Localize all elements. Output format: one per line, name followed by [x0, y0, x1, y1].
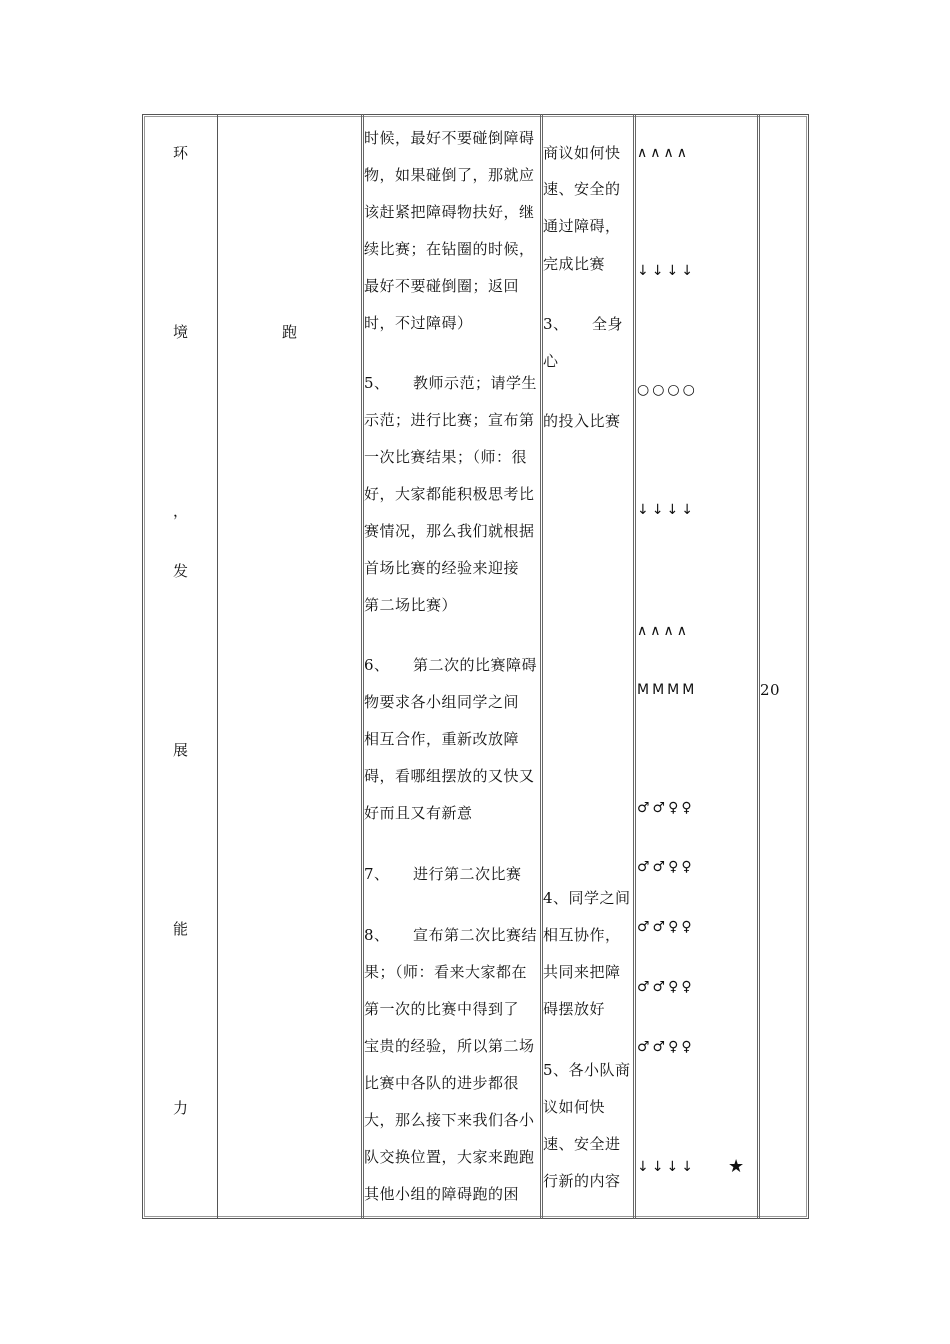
formation-symbols: ♂♂♀♀: [637, 979, 695, 995]
formation-symbols: ↓↓↓↓: [637, 1159, 696, 1175]
procedure-line: 队交换位置，大家来跑跑: [364, 1148, 535, 1166]
column-divider: [757, 114, 760, 1219]
column-divider: [217, 114, 218, 1219]
procedure-line: 7、 进行第二次比赛: [364, 865, 522, 883]
procedure-line: 碍，看哪组摆放的又快又: [364, 767, 535, 785]
student-activity-line: 的投入比赛: [543, 412, 621, 430]
procedure-line: 时候，最好不要碰倒障碍: [364, 129, 535, 147]
procedure-line: 第二场比赛）: [364, 596, 458, 614]
formation-symbols: ♂♂♀♀: [637, 859, 695, 875]
student-activity-line: 议如何快: [543, 1098, 606, 1116]
procedure-line: 比赛中各队的进步都很: [364, 1074, 520, 1092]
procedure-line: 其他小组的障碍跑的困: [364, 1185, 520, 1203]
procedure-line: 示范；进行比赛；宣布第: [364, 411, 535, 429]
procedure-line: 该赶紧把障碍物扶好，继: [364, 203, 535, 221]
formation-symbols: ∧∧∧∧: [637, 623, 690, 639]
procedure-line: 6、 第二次的比赛障碍: [364, 656, 538, 674]
star-icon: ★: [728, 1156, 745, 1177]
time-minutes: 20: [760, 681, 781, 699]
formation-symbols: ♂♂♀♀: [637, 1039, 695, 1055]
col1-char: 环: [173, 144, 189, 162]
formation-symbols: ↓↓↓↓: [637, 263, 696, 279]
student-activity-line: 相互协作，: [543, 926, 621, 944]
student-activity-line: 心: [543, 352, 559, 370]
procedure-line: 第一次的比赛中得到了: [364, 1000, 520, 1018]
formation-symbols: ♂♂♀♀: [637, 800, 695, 816]
student-activity-line: 3、 全身: [543, 315, 624, 333]
student-activity-line: 碍摆放好: [543, 1000, 606, 1018]
student-activity-line: 速、安全进: [543, 1135, 621, 1153]
col1-char: ，: [173, 502, 189, 520]
formation-symbols: MMMM: [637, 682, 698, 698]
student-activity-line: 商议如何快: [543, 144, 621, 162]
formation-symbols: ○○○○: [637, 382, 698, 398]
student-activity-line: 完成比赛: [543, 255, 606, 273]
col1-char: 展: [173, 741, 189, 759]
procedure-line: 物，如果碰倒了，那就应: [364, 166, 535, 184]
procedure-line: 首场比赛的经验来迎接: [364, 559, 520, 577]
procedure-line: 好而且又有新意: [364, 804, 473, 822]
activity-name: 跑: [282, 323, 298, 341]
procedure-line: 大，那么接下来我们各小: [364, 1111, 535, 1129]
procedure-line: 赛情况，那么我们就根据: [364, 522, 535, 540]
col1-char: 发: [173, 562, 189, 580]
formation-symbols: ↓↓↓↓: [637, 502, 696, 518]
student-activity-line: 速、安全的: [543, 180, 621, 198]
procedure-line: 8、 宣布第二次比赛结: [364, 926, 538, 944]
col1-char: 能: [173, 920, 189, 938]
student-activity-line: 共同来把障: [543, 963, 621, 981]
student-activity-line: 通过障碍，: [543, 217, 621, 235]
column-divider: [540, 114, 543, 1219]
procedure-line: 物要求各小组同学之间: [364, 693, 520, 711]
column-divider: [633, 114, 636, 1219]
student-activity-line: 行新的内容: [543, 1172, 621, 1190]
procedure-line: 果；（师：看来大家都在: [364, 963, 528, 981]
procedure-line: 相互合作，重新改放障: [364, 730, 520, 748]
procedure-line: 好，大家都能积极思考比: [364, 485, 535, 503]
procedure-line: 时，不过障碍）: [364, 314, 473, 332]
procedure-line: 续比赛；在钻圈的时候，: [364, 240, 535, 258]
student-activity-line: 5、各小队商: [543, 1061, 631, 1079]
col1-char: 境: [173, 323, 189, 341]
student-activity-line: 4、同学之间: [543, 889, 631, 907]
procedure-line: 最好不要碰倒圈；返回: [364, 277, 520, 295]
procedure-line: 一次比赛结果；（师：很: [364, 448, 528, 466]
col1-char: 力: [173, 1099, 189, 1117]
procedure-line: 5、 教师示范；请学生: [364, 374, 538, 392]
formation-symbols: ∧∧∧∧: [637, 145, 690, 161]
procedure-line: 宝贵的经验，所以第二场: [364, 1037, 535, 1055]
formation-symbols: ♂♂♀♀: [637, 919, 695, 935]
